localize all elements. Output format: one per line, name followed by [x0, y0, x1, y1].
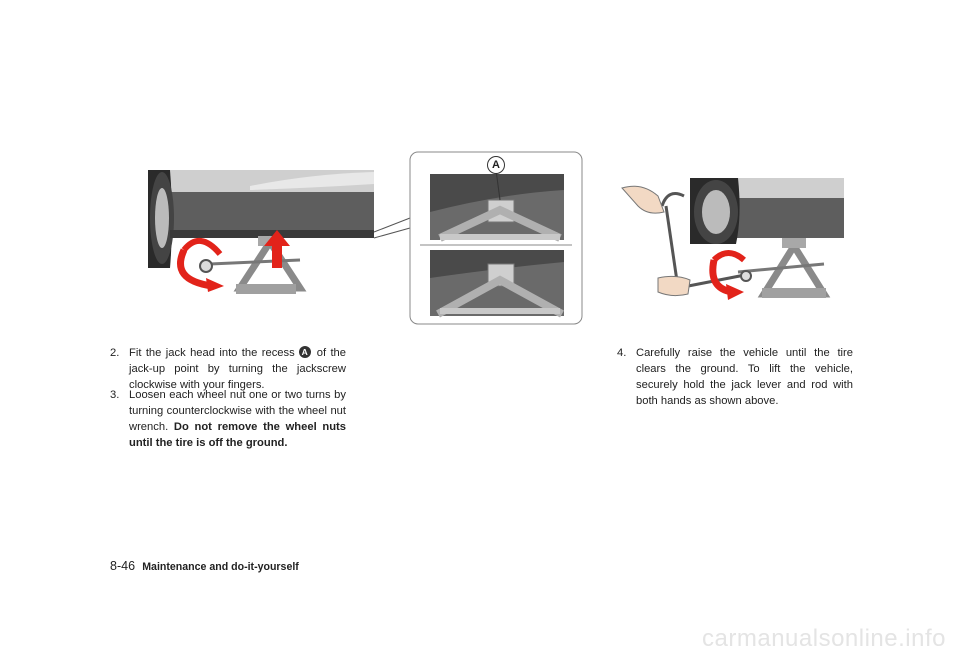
step-3 — [110, 387, 346, 451]
step-3-number: 3. — [110, 389, 120, 401]
step-2-text-after-callout: of the — [316, 347, 347, 359]
step-3-warning: Do not remove the wheel nuts until the tire is off the ground. — [129, 421, 346, 449]
jack-lifting-illustration — [618, 176, 846, 306]
step-4-text: Carefully raise the vehicle until the tire clears the ground. To lift the vehicle, securely hold the jack lever and rod with both hands as shown above. — [636, 347, 853, 407]
page-footer — [110, 559, 299, 573]
step-2 — [110, 345, 346, 393]
step-4 — [617, 345, 853, 409]
step-2-number: 2. — [110, 347, 120, 359]
jack-positioning-illustration — [140, 150, 585, 328]
section-title: Maintenance and do-it-yourself — [142, 561, 299, 573]
callout-a-badge: A — [487, 156, 505, 174]
step-2-text-start: Fit the jack head into the recess — [129, 347, 295, 359]
step-3-text: Loosen each wheel nut one or two turns by turning counterclockwise with the wheel nut wrench. — [129, 389, 346, 433]
page-number: 8-46 — [110, 559, 136, 573]
watermark-text: carmanualsonline.info — [702, 625, 946, 652]
step-2-text-rest: jack-up point by turning the jackscrew clockwise with your fingers. — [129, 363, 346, 391]
step-4-number: 4. — [617, 347, 627, 359]
callout-a-icon: A — [299, 346, 311, 358]
